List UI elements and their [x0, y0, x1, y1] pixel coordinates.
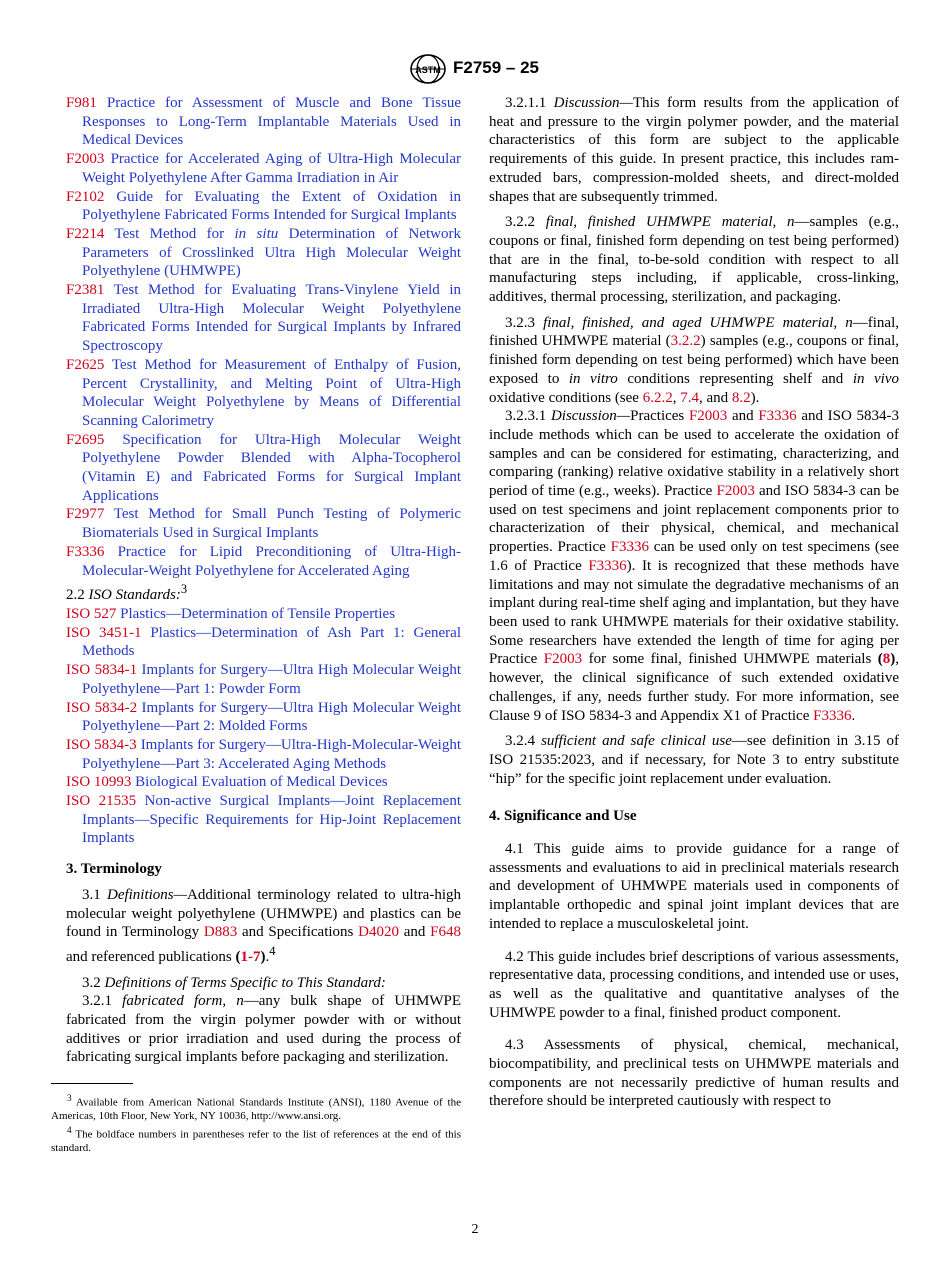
ref-code[interactable]: F2102 [66, 188, 105, 205]
paragraph-4-2: 4.2 This guide includes brief descriptions of various assessments, representative data, processing conditions, and intended use or uses, as well as the qualitative and quantitative analyses of the UHMWPE powder to a final, finished product component. [489, 948, 899, 1021]
ref-code[interactable]: F981 [66, 95, 97, 111]
left-column [51, 94, 462, 1156]
paragraph-3-2-1: 3.2.1 fabricated form, n—any bulk shape of UHMWPE fabricated from the virgin polymer powder with or without additives or prior irradiation and used during the process of fabricating surgical implants before packaging and sterilization. [66, 993, 462, 1066]
ref-f2625: F2625 Test Method for Measurement of Enthalpy of Fusion, Percent Crystallinity, and Melting Point of Ultra-High Molecular Weight Polyethylene by Means of Differential Scanning Calorimetry [66, 356, 461, 429]
ref-iso-3451-1: ISO 3451-1 Plastics—Determination of Ash Part 1: General Methods [66, 624, 462, 660]
ref-link[interactable]: F3336 [588, 557, 627, 574]
ref-code[interactable]: F3336 [66, 543, 105, 560]
section-heading-terminology: 3. Terminology [66, 861, 162, 878]
ref-f2977: F2977 Test Method for Small Punch Testing of Polymeric Biomaterials Used in Surgical Implants [66, 506, 461, 542]
paragraph-4-1: 4.1 This guide aims to provide guidance for a range of assessments and evaluations to aid in preclinical materials research and development of UHMWPE materials used in components of implantable orthopedic and spinal joint implant devices that are intended to replace a musculoskeletal joint. [489, 841, 899, 932]
paragraph-3-2-2: 3.2.2 final, finished UHMWPE material, n—samples (e.g., coupons or final, finished form depending on test being performed) that are in the final, to-be-sold condition with respect to all manufacturing steps including, if applicable, cross-linking, additives, thermal processing, sterilization, and packaging. [489, 214, 900, 306]
ref-code[interactable]: ISO 5834-2 [66, 699, 138, 716]
ref-link[interactable]: F3336 [813, 707, 852, 724]
footnote-4: $^4$ The boldface numbers in parentheses refer to the list of references at the end of this standard. [51, 1125, 461, 1155]
ref-iso-10993: ISO 10993 Biological Evaluation of Medical Devices [66, 774, 388, 791]
ref-iso-5834-1: ISO 5834-1 Implants for Surgery—Ultra High Molecular Weight Polyethylene—Part 1: Powder Form [66, 662, 462, 697]
ref-code[interactable]: F2003 [66, 151, 105, 168]
ref-f981: F981 Practice for Assessment of Muscle and Bone Tissue Responses to Long-Term Implantable Materials Used in Medical Devices [66, 95, 462, 149]
paragraph-3-2-3-1: 3.2.3.1 Discussion—Practices F2003 and F3336 and ISO 5834-3 include methods which can be used to accelerate the oxidation of samples and can be considered for estimating, characterizing, and comparing (ranking) relative oxidative stability in a relatively short period of time (e.g., weeks). Practice F2003 and ISO 5834-3 can be used on test specimens and joint replacement components prior to characterization of their physical, chemical, and mechanical properties. Practice F3336 can be used only on test specimens (see 1.6 of Practice F3336). It is recognized that these methods have limitations and may not simulate the degradative mechanisms of an implant during real-time shelf aging and implantation, but they have been used to rank UHMWPE materials for their oxidative stability. Some researchers have extended the length of time for aging per Practice F2003 for some final, finished UHMWPE materials (8), however, the clinical significance of such extended oxidative challenges, if any, needs further study. For more information, see Clause 9 of ISO 5834-3 and Appendix X1 of Practice F3336. [489, 408, 900, 724]
footnote-divider [51, 1083, 133, 1084]
ref-iso-527: ISO 527 Plastics—Determination of Tensile Properties [66, 605, 396, 622]
page-header [0, 54, 950, 84]
ref-iso-5834-2: ISO 5834-2 Implants for Surgery—Ultra High Molecular Weight Polyethylene—Part 2: Molded Forms [66, 699, 462, 735]
paragraph-4-3: 4.3 Assessments of physical, chemical, mechanical, biocompatibility, and preclinical tests on UHMWPE materials and components are not necessarily predictive of human results and therefore should be interpreted cautiously with respect to [489, 1037, 899, 1110]
paragraph-3-2-4: 3.2.4 sufficient and safe clinical use—see definition in 3.15 of ISO 21535:2023, and if necessary, for Note 3 to entry substitute “hip” for the specific joint replacement under evaluation. [489, 733, 900, 787]
paragraph-3-1: 3.1 Definitions—Additional terminology related to ultra-high molecular weight polyethylene (UHMWPE) and plastics can be found in Terminology D883 and Specifications D4020 and F648 and referenced publications (1-7).$^4$ [66, 886, 462, 965]
ref-code[interactable]: ISO 527 [66, 605, 117, 622]
ref-code[interactable]: ISO 5834-3 [66, 736, 137, 753]
paragraph-3-2-1-1: 3.2.1.1 Discussion—This form results from the application of heat and pressure to the virgin polymer powder, and the material characteristics of this form are subject to the applicable requirements of this guide. In present practice, this includes ram-extruded bars, compression-molded sheets, and direct-molded shapes that are subsequently trimmed. [489, 95, 899, 205]
ref-code[interactable]: F2214 [66, 225, 105, 242]
ref-code[interactable]: ISO 5834-1 [66, 662, 138, 679]
ref-link[interactable]: D4020 [358, 924, 399, 941]
astm-logo-icon [409, 54, 447, 84]
ref-code[interactable]: ISO 21535 [66, 793, 137, 810]
footnote-3: $^3$ Available from American National Standards Institute (ANSI), 1180 Avenue of the Americas, 10th Floor, New York, NY 10036, http://www.ansi.org. [51, 1093, 461, 1123]
right-column [489, 94, 899, 1111]
ref-link[interactable]: F3336 [758, 408, 797, 425]
svg-text:ASTM: ASTM [415, 65, 441, 75]
ref-link[interactable]: 1-7 [240, 948, 261, 965]
ref-f3336: F3336 Practice for Lipid Preconditioning of Ultra-High-Molecular-Weight Polyethylene for Accelerated Aging [66, 543, 462, 579]
ref-f2102: F2102 Guide for Evaluating the Extent of Oxidation in Polyethylene Fabricated Forms Intended for Surgical Implants [66, 188, 462, 224]
ref-link[interactable]: F2003 [716, 483, 755, 500]
ref-iso-5834-3: ISO 5834-3 Implants for Surgery—Ultra-High-Molecular-Weight Polyethylene—Part 3: Accelerated Aging Methods [66, 736, 461, 772]
ref-link[interactable]: F3336 [610, 539, 649, 556]
page-number: 2 [471, 1222, 479, 1237]
paragraph-3-2-3: 3.2.3 final, finished, and aged UHMWPE material, n—final, finished UHMWPE material (3.2.2) samples (e.g., coupons or final, finished form depending on test being performed) which have been exposed to in vitro conditions representing shelf and in vivo oxidative conditions (see 6.2.2, 7.4, and 8.2). [489, 314, 900, 406]
ref-link[interactable]: D883 [203, 924, 238, 941]
ref-code[interactable]: F2625 [66, 356, 105, 373]
ref-code[interactable]: F2977 [66, 506, 105, 523]
ref-link[interactable]: 8 [882, 651, 891, 668]
iso-standards-heading: 2.2 ISO Standards:$^3$ [66, 582, 188, 604]
ref-link[interactable]: F2003 [688, 408, 728, 425]
document-number: F2759 – 25 [453, 58, 540, 77]
paragraph-3-2: 3.2 Definitions of Terms Specific to This Standard: [82, 974, 386, 991]
ref-link[interactable]: 7.4 [680, 389, 699, 406]
ref-f2214: F2214 Test Method for in situ Determination of Network Parameters of Crosslinked Ultra High Molecular Weight Polyethylene (UHMWPE) [66, 225, 461, 280]
ref-link[interactable]: 3.2.2 [670, 333, 701, 350]
ref-iso-21535: ISO 21535 Non-active Surgical Implants—Joint Replacement Implants—Specific Requirements for Hip-Joint Replacement Implants [66, 793, 461, 847]
ref-f2695: F2695 Specification for Ultra-High Molecular Weight Polyethylene Powder Blended with Alpha-Tocopherol (Vitamin E) and Fabricated Forms for Surgical Implant Applications [66, 431, 462, 504]
ref-link[interactable]: F648 [430, 924, 461, 941]
ref-f2003: F2003 Practice for Accelerated Aging of Ultra-High Molecular Weight Polyethylene After Gamma Irradiation in Air [66, 151, 462, 186]
ref-f2381: F2381 Test Method for Evaluating Trans-Vinylene Yield in Irradiated Ultra-High Molecular Weight Polyethylene Fabricated Forms Intended for Surgical Implants by Infrared Spectroscopy [66, 282, 461, 355]
section-heading-significance: 4. Significance and Use [489, 808, 637, 825]
ref-link[interactable]: F2003 [543, 651, 583, 668]
ref-code[interactable]: F2695 [66, 431, 105, 448]
ref-link[interactable]: 8.2 [731, 389, 751, 406]
ref-code[interactable]: F2381 [66, 282, 105, 299]
ref-code[interactable]: ISO 3451-1 [66, 624, 142, 641]
ref-link[interactable]: 6.2.2 [642, 389, 673, 406]
ref-code[interactable]: ISO 10993 [66, 774, 132, 791]
